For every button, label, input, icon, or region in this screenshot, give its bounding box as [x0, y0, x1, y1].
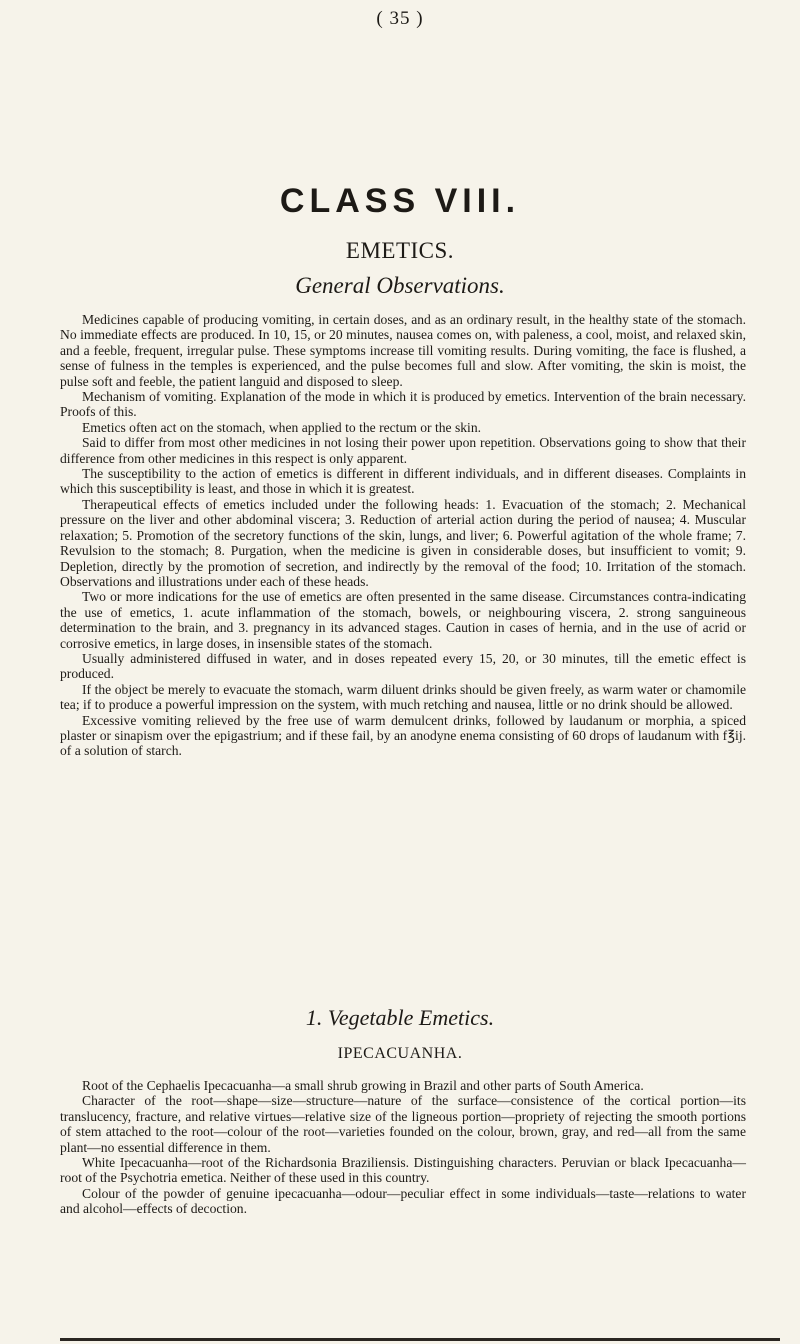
section-title: EMETICS. — [345, 238, 455, 263]
faded-handwriting-mark: ​ — [118, 100, 122, 151]
vegetable-emetics-heading: 1. Vegetable Emetics. — [305, 1005, 495, 1030]
paragraph: If the object be merely to evacuate the stomach, warm diluent drinks should be given freely, as warm water or chamomile tea; if to produce a powerful impression on the system, with much retching and nausea, little or no drink should be allowed. — [60, 681, 746, 713]
paragraph: Two or more indications for the use of emetics are often presented in the same disease. Circumstances contra-indicating the use of emetics, 1. acute inflammation of the stomach, bowels, or neighbouring viscera, 2. strong sanguineous determination to the brain, and 3. pregnancy in its advanced stages. Caution in cases of hernia, and in the use of acrid or corrosive emetics, in large doses, in insensible states of the stomach. — [60, 589, 746, 651]
paragraph: Excessive vomiting relieved by the free use of warm demulcent drinks, followed by laudanum or morphia, a spiced plaster or sinapism over the epigastrium; and if these fail, by an anodyne enema consisting of 60 drops of laudanum with f℥ij. of a solution of starch. — [60, 712, 746, 759]
paragraph: Usually administered diffused in water, and in doses repeated every 15, 20, or 30 minutes, till the emetic effect is produced. — [60, 650, 746, 682]
ipecacuanha-text — [60, 1078, 746, 1217]
paragraph: Said to differ from most other medicines in not losing their power upon repetition. Observations going to show that their difference from other medicines in this respect is only apparent. — [60, 435, 746, 466]
paragraph: White Ipecacuanha—root of the Richardsonia Braziliensis. Distinguishing characters. Peruvian or black Ipecacuanha—root of the Psychotria emetica. Neither of these used in this country. — [60, 1155, 746, 1186]
paragraph: Emetics often act on the stomach, when applied to the rectum or the skin. — [82, 419, 482, 435]
general-observations-text — [60, 312, 746, 759]
paragraph: Colour of the powder of genuine ipecacuanha—odour—peculiar effect in some individuals—taste—relations to water and alcohol—effects of decoction. — [60, 1185, 746, 1217]
paragraph: Therapeutical effects of emetics included under the following heads: 1. Evacuation of the stomach; 2. Mechanical pressure on the liver and other abdominal viscera; 3. Reduction of arterial action during the period of nausea; 4. Muscular relaxation; 5. Promotion of the secretory functions of the skin, lungs, and liver; 6. Powerful agitation of the whole frame; 7. Revulsion to the stomach; 8. Purgation, when the medicine is given in considerable doses, but insufficient to vomit; 9. Depletion, directly by the promotion of secretion, and indirectly by the removal of the food; 10. Irritation of the stomach. Observations and illustrations under each of these heads. — [60, 496, 746, 589]
class-title: CLASS VIII. — [279, 182, 521, 220]
subsection-title: General Observations. — [295, 273, 505, 298]
paragraph: Root of the Cephaelis Ipecacuanha—a small shrub growing in Brazil and other parts of South America. — [82, 1078, 644, 1093]
paragraph: The susceptibility to the action of emetics is different in different individuals, and in different diseases. Complaints in which this susceptibility is least, and those in which it is greatest. — [60, 466, 746, 497]
ipecacuanha-heading: IPECACUANHA. — [337, 1045, 463, 1062]
page-number: ( 35 ) — [376, 8, 424, 29]
page-bottom-edge — [60, 1338, 780, 1341]
paragraph: Medicines capable of producing vomiting, in certain doses, and as an ordinary result, in the healthy state of the stomach. No immediate effects are produced. In 10, 15, or 20 minutes, nausea comes on, with paleness, a cool, moist, and relaxed skin, and a feeble, frequent, irregular pulse. These symptoms increase till vomiting results. During vomiting, the face is flushed, a sense of fulness in the temples is experienced, and the pulse becomes full and slow. After vomiting, the skin is moist, the pulse soft and feeble, the patient languid and disposed to sleep. — [60, 312, 746, 389]
paragraph: Mechanism of vomiting. Explanation of the mode in which it is produced by emetics. Intervention of the brain necessary. Proofs of this. — [60, 389, 746, 420]
paragraph: Character of the root—shape—size—structure—nature of the surface—consistence of the cortical portion—its translucency, fracture, and relative virtues—relative size of the ligneous portion—propriety of rejecting the smooth portions of stem attached to the root—colour of the root—varieties founded on the colour, brown, gray, and red—all from the same plant—no essential difference in them. — [60, 1093, 746, 1155]
